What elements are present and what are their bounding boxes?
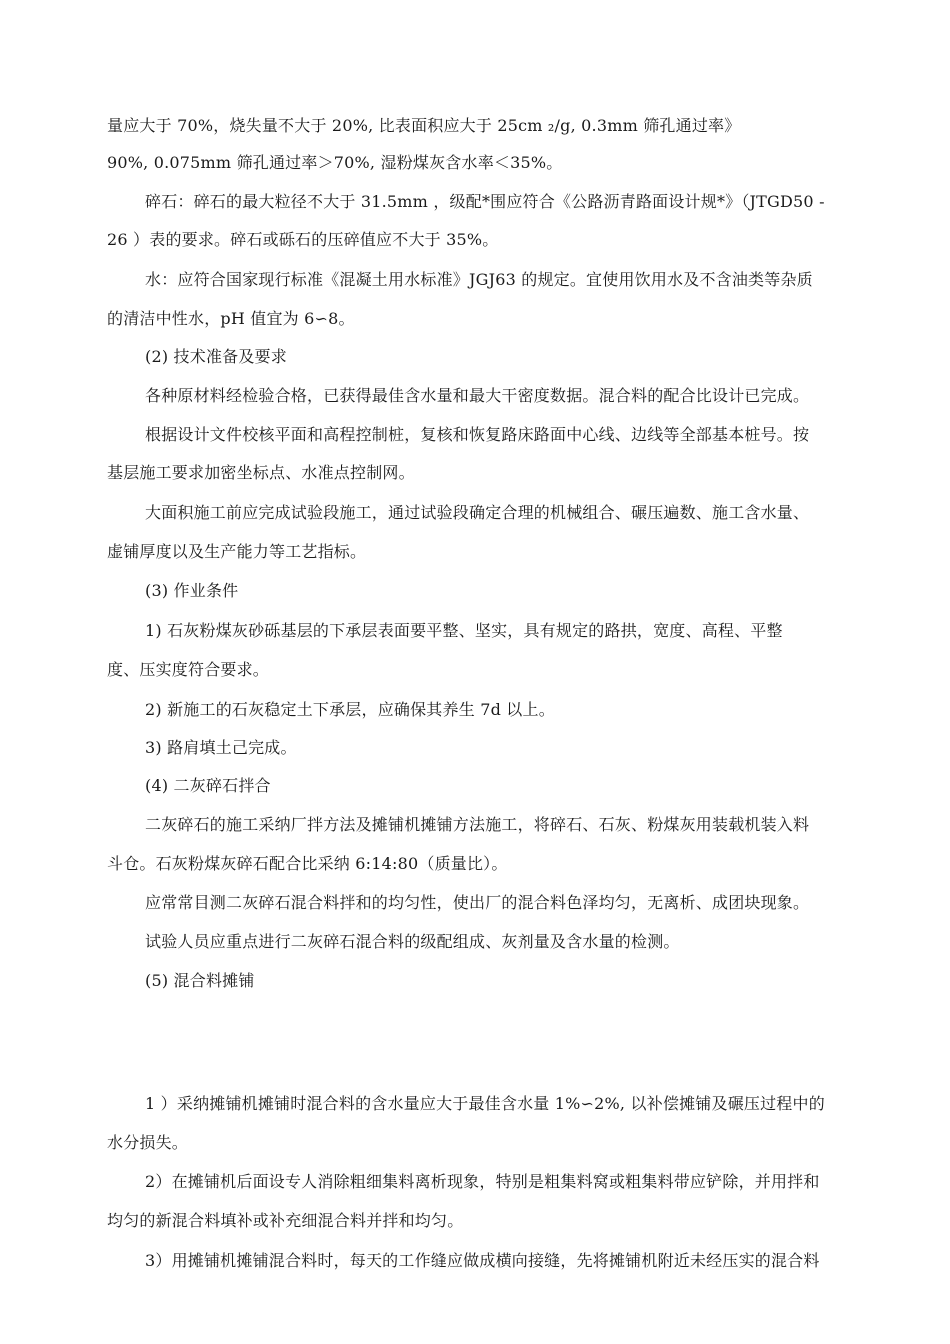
text-line: 各种原材料经检验合格，已获得最佳含水量和最大干密度数据。混合料的配合比设计已完成。	[145, 386, 810, 405]
text-line: 二灰碎石的施工采纳厂拌方法及摊铺机摊铺方法施工，将碎石、石灰、粉煤灰用装载机装入料	[145, 815, 810, 834]
text-line: 的清洁中性水，pH 值宜为 6∽8。	[107, 309, 355, 328]
text-line: 斗仓。石灰粉煤灰碎石配合比采纳 6:14:80（质量比）。	[107, 854, 508, 873]
text-line: 度、压实度符合要求。	[107, 660, 270, 679]
text-line: 应常常目测二灰碎石混合料拌和的均匀性，使出厂的混合料色泽均匀，无离析、成团块现象。	[145, 893, 810, 912]
text-line: 基层施工要求加密坐标点、水准点控制网。	[107, 463, 415, 482]
text-line: 虚铺厚度以及生产能力等工艺指标。	[107, 542, 367, 561]
text-line: 水分损失。	[107, 1133, 189, 1152]
text-line: 大面积施工前应完成试验段施工，通过试验段确定合理的机械组合、碾压遍数、施工含水量、	[145, 503, 810, 522]
section-heading: (4) 二灰碎石拌合	[145, 776, 271, 795]
section-heading: (5) 混合料摊铺	[145, 971, 255, 990]
list-item: 3) 路肩填土己完成。	[145, 738, 297, 757]
text-line: 试验人员应重点进行二灰碎石混合料的级配组成、灰剂量及含水量的检测。	[145, 932, 680, 951]
text-line: 26 ）表的要求。碎石或砾石的压碎值应不大于 35%。	[107, 230, 499, 249]
list-item: 2）在摊铺机后面设专人消除粗细集料离析现象，特别是粗集料窝或粗集料带应铲除，并用拌和	[145, 1172, 820, 1191]
text-line: 90%, 0.075mm 筛孔通过率＞70%, 湿粉煤灰含水率＜35%。	[107, 153, 563, 172]
text-line: 水：应符合国家现行标准《混凝土用水标准》JGJ63 的规定。宜使用饮用水及不含油类等杂质	[145, 270, 813, 289]
list-item: 2) 新施工的石灰稳定土下承层，应确保其养生 7d 以上。	[145, 700, 555, 719]
text-line: 均匀的新混合料填补或补充细混合料并拌和均匀。	[107, 1211, 464, 1230]
text-line: 根据设计文件校核平面和高程控制桩，复核和恢复路床路面中心线、边线等全部基本桩号。按	[145, 425, 810, 444]
list-item: 3）用摊铺机摊铺混合料时，每天的工作缝应做成横向接缝，先将摊铺机附近未经压实的混合料	[145, 1251, 820, 1270]
section-heading: (2) 技术准备及要求	[145, 347, 287, 366]
list-item: 1) 石灰粉煤灰砂砾基层的下承层表面要平整、坚实，具有规定的路拱，宽度、高程、平整	[145, 621, 783, 640]
text-line: 碎石：碎石的最大粒径不大于 31.5mm ，级配*围应符合《公路沥青路面设计规*》（JTGD50 -	[145, 192, 825, 211]
text-line: 量应大于 70%，烧失量不大于 20%, 比表面积应大于 25cm ₂/g, 0.3mm 筛孔通过率》	[107, 116, 741, 135]
section-heading: (3) 作业条件	[145, 581, 239, 600]
list-item: 1 ）采纳摊铺机摊铺时混合料的含水量应大于最佳含水量 1%∽2%, 以补偿摊铺及碾压过程中的	[145, 1094, 825, 1113]
